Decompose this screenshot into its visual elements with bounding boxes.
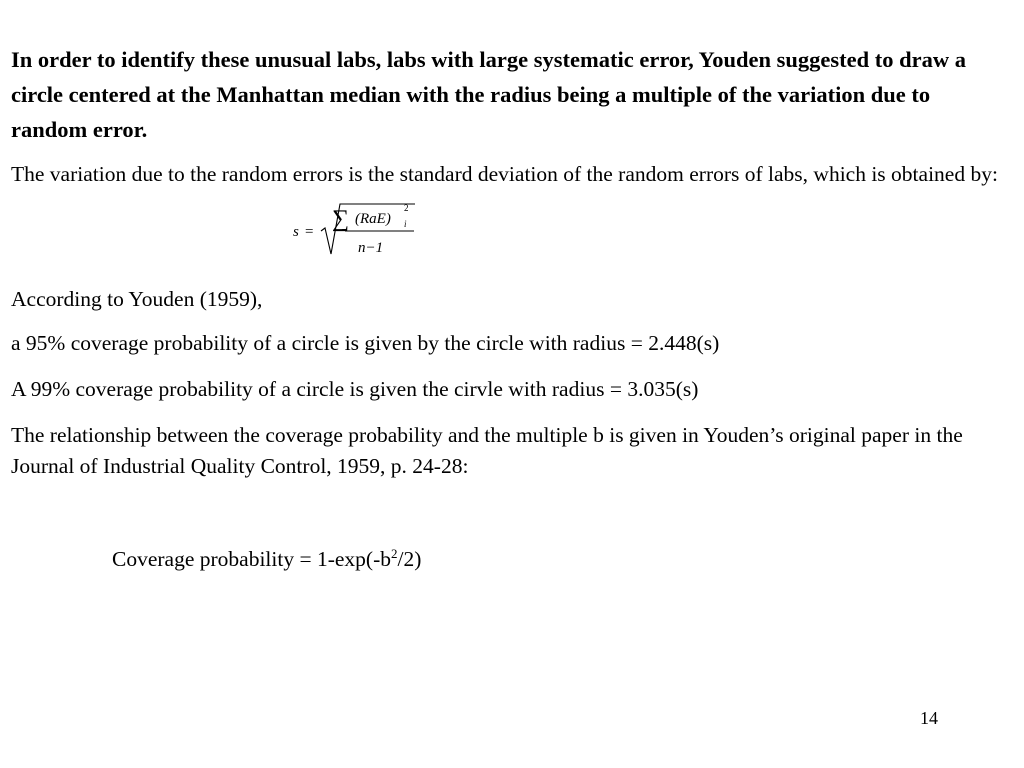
coverage-formula-superscript: 2 (391, 546, 398, 561)
relationship-paragraph: The relationship between the coverage probability and the multiple b is given in Youden’s original paper in the Journal of Industrial Quality Control, 1959, p. 24-28: (11, 423, 963, 478)
formula-sum-symbol: ∑ (332, 206, 350, 232)
coverage-formula-suffix: /2) (397, 547, 422, 571)
formula-subscript: i (404, 219, 407, 229)
coverage-probability-formula (112, 544, 421, 574)
variation-paragraph: The variation due to the random errors is the standard deviation of the random errors of labs, which is obtained by: (11, 162, 998, 186)
coverage-formula-prefix: Coverage probability = 1-exp(-b (112, 547, 391, 571)
formula-equals: = (305, 224, 314, 240)
coverage-99-line: A 99% coverage probability of a circle is given the cirvle with radius = 3.035(s) (11, 377, 699, 401)
formula-numerator-term: (RaE) (355, 211, 391, 227)
according-line: According to Youden (1959), (11, 287, 263, 311)
formula-lhs: s (293, 224, 299, 240)
formula-denominator: n−1 (358, 240, 384, 256)
slide-heading: In order to identify these unusual labs, labs with large systematic error, Youden suggested to draw a circle centered at the Manhattan median with the radius being a multiple of the variation due to random error. (11, 47, 967, 142)
std-dev-formula (288, 198, 423, 260)
formula-exponent: 2 (404, 203, 409, 213)
page-number: 14 (920, 708, 938, 728)
coverage-95-line: a 95% coverage probability of a circle is given by the circle with radius = 2.448(s) (11, 331, 720, 355)
